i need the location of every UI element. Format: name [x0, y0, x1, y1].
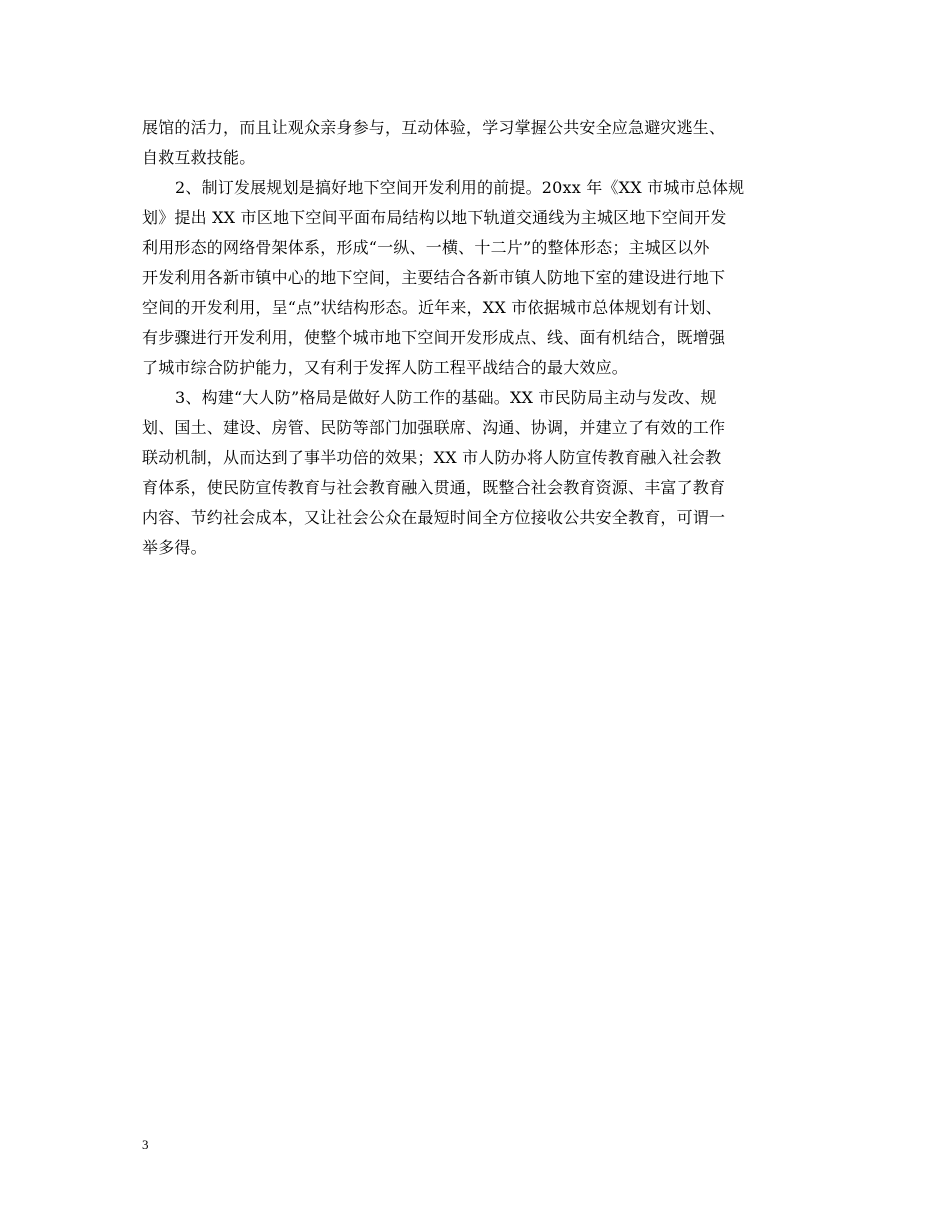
text-line: 有步骤进行开发利用，使整个城市地下空间开发形成点、线、面有机结合，既增强 — [142, 328, 726, 347]
text-line: 划、国土、建设、房管、民防等部门加强联席、沟通、协调，并建立了有效的工作 — [142, 418, 726, 437]
text-line: 2、制订发展规划是搞好地下空间开发利用的前提。20xx 年《XX 市城市总体规 — [175, 178, 745, 197]
paragraph-3 — [142, 383, 832, 563]
text-line: 利用形态的网络骨架体系，形成“一纵、一横、十二片”的整体形态；主城区以外 — [142, 238, 710, 257]
document-body — [142, 113, 832, 563]
text-line: 育体系，使民防宣传教育与社会教育融入贯通，既整合社会教育资源、丰富了教育 — [142, 478, 726, 497]
text-line: 展馆的活力，而且让观众亲身参与，互动体验，学习掌握公共安全应急避灾逃生、 — [142, 118, 726, 137]
text-line: 开发利用各新市镇中心的地下空间，主要结合各新市镇人防地下室的建设进行地下 — [142, 268, 726, 287]
text-line: 内容、节约社会成本，又让社会公众在最短时间全方位接收公共安全教育，可谓一 — [142, 508, 726, 527]
text-line: 自救互救技能。 — [142, 148, 256, 167]
text-line: 举多得。 — [142, 538, 207, 557]
paragraph-2 — [142, 173, 832, 383]
text-line: 3、构建“大人防”格局是做好人防工作的基础。XX 市民防局主动与发改、规 — [175, 388, 717, 407]
text-line: 划》提出 XX 市区地下空间平面布局结构以地下轨道交通线为主城区地下空间开发 — [142, 208, 727, 227]
text-line: 了城市综合防护能力，又有利于发挥人防工程平战结合的最大效应。 — [142, 358, 629, 377]
paragraph-1 — [142, 113, 832, 173]
text-line: 空间的开发利用，呈“点”状结构形态。近年来，XX 市依据城市总体规划有计划、 — [142, 298, 722, 317]
text-line: 联动机制，从而达到了事半功倍的效果；XX 市人防办将人防宣传教育融入社会教 — [142, 448, 722, 467]
page-number: 3 — [142, 1137, 149, 1152]
